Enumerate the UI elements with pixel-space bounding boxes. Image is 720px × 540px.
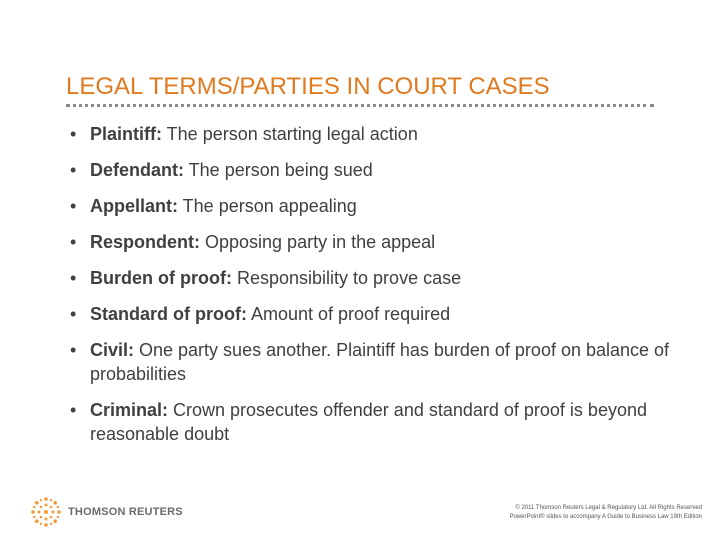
bullet-term: Criminal:	[90, 400, 169, 420]
bullet-text: The person starting legal action	[162, 124, 418, 144]
bullet-term: Burden of proof:	[90, 268, 232, 288]
slide-title: LEGAL TERMS/PARTIES IN COURT CASES	[66, 73, 550, 100]
copyright-line-2: PowerPoint® slides to accompany A Guide to Business Law 19th Edition	[509, 514, 702, 520]
bullet-text: One party sues another. Plaintiff has burden of proof on balance of probabilities	[90, 340, 670, 384]
bullet-term: Appellant:	[90, 196, 178, 216]
bullet-dot: •	[70, 160, 77, 180]
bullet-item-criminal	[70, 398, 670, 446]
bullet-dot: •	[70, 304, 77, 324]
bullet-dot: •	[70, 400, 77, 420]
bullet-list	[70, 122, 670, 458]
bullet-item-appellant	[70, 194, 670, 218]
brand-name: THOMSON REUTERS	[68, 506, 183, 518]
bullet-item-respondent	[70, 230, 670, 254]
bullet-dot: •	[70, 124, 77, 144]
bullet-text: The person being sued	[184, 160, 373, 180]
thomson-reuters-logo-icon	[30, 496, 62, 528]
bullet-item-plaintiff	[70, 122, 670, 146]
bullet-term: Defendant:	[90, 160, 184, 180]
bullet-term: Respondent:	[90, 232, 200, 252]
bullet-dot: •	[70, 340, 77, 360]
bullet-item-burden-of-proof	[70, 266, 670, 290]
bullet-text: Opposing party in the appeal	[200, 232, 436, 252]
bullet-item-defendant	[70, 158, 670, 182]
bullet-term: Civil:	[90, 340, 135, 360]
copyright-line-1: © 2011 Thomson Reuters Legal & Regulatory Ltd. All Rights Reserved	[515, 505, 702, 511]
bullet-item-civil	[70, 338, 670, 386]
bullet-dot: •	[70, 268, 77, 288]
bullet-text: Crown prosecutes offender and standard of proof is beyond reasonable doubt	[90, 400, 647, 444]
thomson-reuters-logo	[30, 496, 183, 528]
bullet-term: Plaintiff:	[90, 124, 162, 144]
bullet-item-standard-of-proof	[70, 302, 670, 326]
bullet-dot: •	[70, 196, 77, 216]
copyright-notice	[509, 504, 702, 522]
bullet-text: The person appealing	[178, 196, 357, 216]
bullet-text: Responsibility to prove case	[231, 268, 462, 288]
bullet-text: Amount of proof required	[246, 304, 451, 324]
bullet-dot: •	[70, 232, 77, 252]
title-divider	[66, 104, 654, 107]
bullet-term: Standard of proof:	[90, 304, 247, 324]
